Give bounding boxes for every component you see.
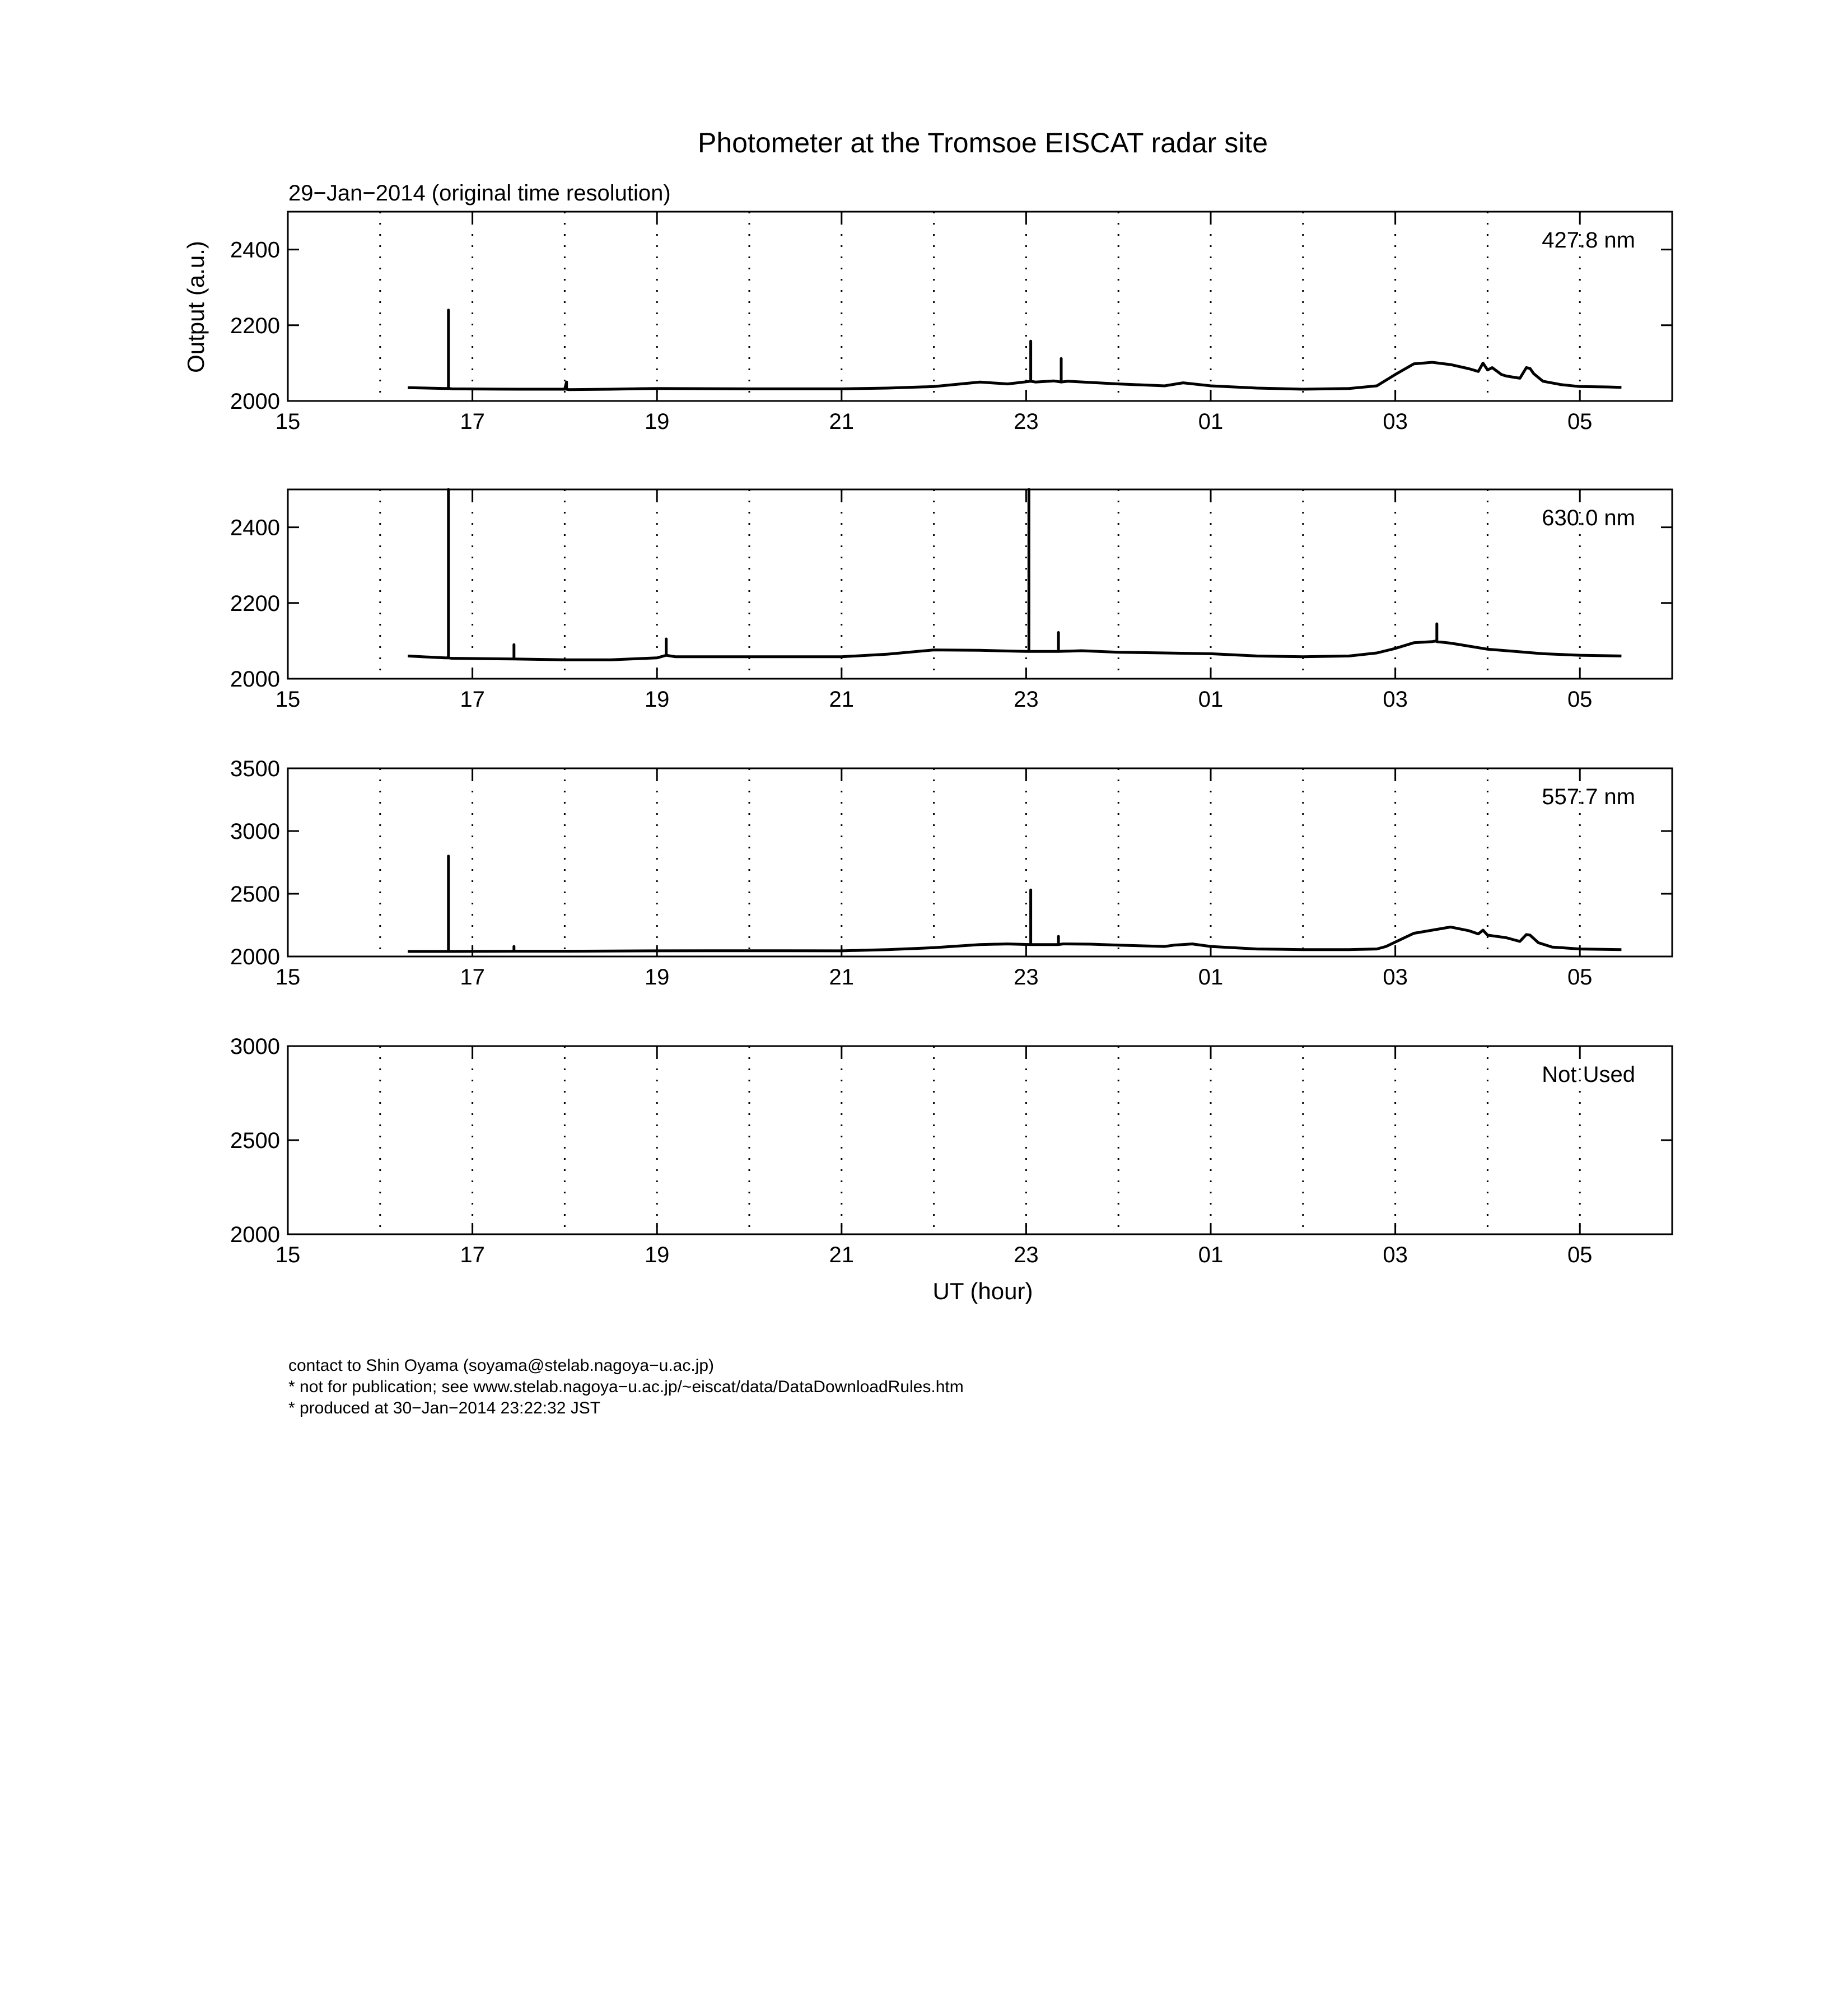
x-tick-label: 23: [1014, 965, 1039, 990]
y-tick-label: 2000: [230, 945, 280, 969]
x-tick-label: 23: [1014, 1243, 1039, 1267]
y-axis-label: Output (a.u.): [183, 241, 209, 373]
y-tick-label: 2000: [230, 389, 280, 414]
x-tick-label: 15: [275, 687, 301, 712]
x-tick-label: 05: [1567, 1243, 1593, 1267]
x-tick-label: 19: [644, 409, 670, 434]
panel-557-7-nm: [230, 757, 1672, 990]
panel-not-used: [230, 1034, 1672, 1267]
y-tick-label: 2000: [230, 667, 280, 692]
x-tick-label: 03: [1383, 1243, 1408, 1267]
x-tick-label: 21: [829, 687, 855, 712]
y-tick-label: 2200: [230, 313, 280, 338]
x-tick-label: 03: [1383, 409, 1408, 434]
x-tick-label: 01: [1198, 1243, 1224, 1267]
x-tick-label: 21: [829, 1243, 855, 1267]
x-tick-label: 15: [275, 409, 301, 434]
x-tick-label: 01: [1198, 687, 1224, 712]
axes-frame: [288, 1046, 1672, 1234]
y-tick-label: 3500: [230, 757, 280, 781]
panel-label: 630.0 nm: [1542, 506, 1635, 530]
y-tick-label: 2000: [230, 1222, 280, 1247]
x-tick-label: 17: [460, 1243, 485, 1267]
panel-630-0-nm: [230, 489, 1672, 712]
series-line: [408, 310, 1621, 390]
panel-label: 427.8 nm: [1542, 228, 1635, 253]
y-tick-label: 2200: [230, 591, 280, 616]
panel-label: 557.7 nm: [1542, 785, 1635, 809]
x-tick-label: 03: [1383, 965, 1408, 990]
x-tick-label: 03: [1383, 687, 1408, 712]
y-tick-label: 2400: [230, 515, 280, 540]
axes-frame: [288, 768, 1672, 956]
chart-subtitle: 29−Jan−2014 (original time resolution): [288, 181, 671, 206]
x-tick-label: 19: [644, 1243, 670, 1267]
x-tick-label: 23: [1014, 687, 1039, 712]
x-axis-label: UT (hour): [932, 1278, 1033, 1304]
x-tick-label: 17: [460, 965, 485, 990]
y-tick-label: 2500: [230, 1128, 280, 1153]
x-tick-label: 05: [1567, 409, 1593, 434]
y-tick-label: 2400: [230, 237, 280, 263]
x-tick-label: 19: [644, 965, 670, 990]
series-line: [408, 856, 1621, 951]
x-tick-label: 15: [275, 965, 301, 990]
x-tick-label: 01: [1198, 965, 1224, 990]
panel-label: Not Used: [1542, 1062, 1635, 1087]
footer-produced: * produced at 30−Jan−2014 23:22:32 JST: [288, 1399, 601, 1417]
y-tick-label: 3000: [230, 819, 280, 844]
chart-title: Photometer at the Tromsoe EISCAT radar site: [697, 127, 1268, 158]
y-tick-label: 3000: [230, 1034, 280, 1059]
x-tick-label: 15: [275, 1243, 301, 1267]
footer-contact: contact to Shin Oyama (soyama@stelab.nagoya−u.ac.jp): [288, 1356, 715, 1375]
y-tick-label: 2500: [230, 882, 280, 907]
axes-frame: [288, 212, 1672, 401]
x-tick-label: 21: [829, 409, 855, 434]
x-tick-label: 23: [1014, 409, 1039, 434]
x-tick-label: 01: [1198, 409, 1224, 434]
x-tick-label: 17: [460, 409, 485, 434]
x-tick-label: 21: [829, 965, 855, 990]
x-tick-label: 19: [644, 687, 670, 712]
series-line: [408, 489, 1621, 660]
x-tick-label: 17: [460, 687, 485, 712]
x-tick-label: 05: [1567, 687, 1593, 712]
panel-427-8-nm: [230, 212, 1672, 434]
footer-publication-note: * not for publication; see www.stelab.nagoya−u.ac.jp/~eiscat/data/DataDownloadRules.htm: [288, 1378, 964, 1396]
x-tick-label: 05: [1567, 965, 1593, 990]
